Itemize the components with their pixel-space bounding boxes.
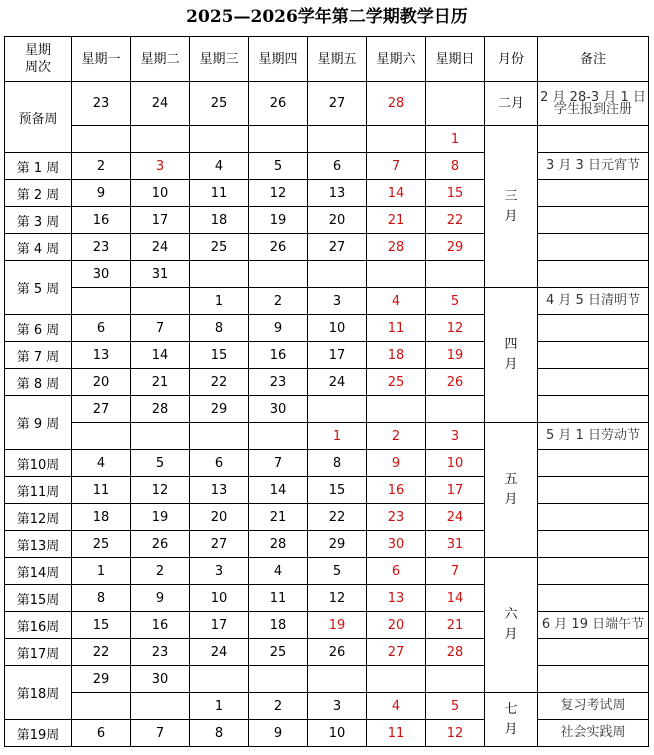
note-cell	[538, 207, 649, 234]
day-cell: 26	[249, 82, 308, 126]
day-cell: 1	[190, 693, 249, 720]
day-cell: 13	[308, 180, 367, 207]
day-cell	[131, 126, 190, 153]
day-cell: 13	[72, 342, 131, 369]
day-cell: 16	[249, 342, 308, 369]
day-cell: 8	[190, 720, 249, 747]
day-cell: 19	[131, 504, 190, 531]
note-cell	[538, 126, 649, 153]
day-cell: 9	[249, 315, 308, 342]
day-cell: 10	[426, 450, 485, 477]
day-cell	[249, 423, 308, 450]
day-cell: 5	[131, 450, 190, 477]
day-cell: 18	[249, 612, 308, 639]
day-cell: 23	[249, 369, 308, 396]
day-cell: 25	[367, 369, 426, 396]
day-cell: 7	[131, 315, 190, 342]
day-cell: 23	[131, 639, 190, 666]
table-row	[5, 639, 649, 666]
day-cell: 1	[308, 423, 367, 450]
day-cell: 30	[72, 261, 131, 288]
day-cell: 1	[190, 288, 249, 315]
week-label: 第 1 周	[5, 153, 72, 180]
day-cell: 17	[308, 342, 367, 369]
week-label: 第14周	[5, 558, 72, 585]
day-cell: 28	[131, 396, 190, 423]
day-cell: 4	[72, 450, 131, 477]
day-cell: 9	[367, 450, 426, 477]
day-cell: 15	[308, 477, 367, 504]
day-cell: 22	[308, 504, 367, 531]
note-cell: 社会实践周	[538, 720, 649, 747]
week-label: 第 7 周	[5, 342, 72, 369]
day-cell: 2	[131, 558, 190, 585]
day-cell	[249, 666, 308, 693]
day-cell: 25	[190, 82, 249, 126]
day-cell: 16	[131, 612, 190, 639]
day-cell: 26	[426, 369, 485, 396]
day-cell: 24	[131, 234, 190, 261]
week-label: 第 4 周	[5, 234, 72, 261]
day-cell: 22	[190, 369, 249, 396]
day-cell: 2	[367, 423, 426, 450]
day-cell: 5	[426, 693, 485, 720]
note-cell: 复习考试周	[538, 693, 649, 720]
day-cell: 24	[190, 639, 249, 666]
week-label: 第10周	[5, 450, 72, 477]
table-row	[5, 315, 649, 342]
day-cell: 21	[249, 504, 308, 531]
day-header: 星期六	[367, 37, 426, 82]
day-cell: 8	[190, 315, 249, 342]
day-cell: 6	[72, 315, 131, 342]
table-row	[5, 82, 649, 126]
day-cell	[426, 82, 485, 126]
day-cell: 2	[249, 693, 308, 720]
day-cell: 31	[426, 531, 485, 558]
day-cell: 25	[72, 531, 131, 558]
day-cell: 8	[308, 450, 367, 477]
note-cell: 6 月 19 日端午节	[538, 612, 649, 639]
day-cell: 15	[426, 180, 485, 207]
day-cell: 26	[249, 234, 308, 261]
note-cell	[538, 396, 649, 423]
day-cell: 2	[72, 153, 131, 180]
note-cell: 3 月 3 日元宵节	[538, 153, 649, 180]
day-cell	[426, 396, 485, 423]
day-cell: 17	[131, 207, 190, 234]
day-cell: 14	[426, 585, 485, 612]
table-row	[5, 207, 649, 234]
day-cell: 10	[131, 180, 190, 207]
week-label: 第12周	[5, 504, 72, 531]
day-cell: 20	[308, 207, 367, 234]
day-cell: 10	[308, 720, 367, 747]
note-cell	[538, 180, 649, 207]
day-cell: 19	[249, 207, 308, 234]
day-cell: 27	[308, 234, 367, 261]
week-label: 第15周	[5, 585, 72, 612]
week-label: 第 8 周	[5, 369, 72, 396]
note-cell	[538, 585, 649, 612]
day-cell: 18	[367, 342, 426, 369]
day-cell: 7	[131, 720, 190, 747]
day-cell: 16	[367, 477, 426, 504]
note-cell: 2 月 28-3 月 1 日 学生报到注册	[538, 82, 649, 126]
day-cell: 23	[72, 82, 131, 126]
day-cell: 6	[190, 450, 249, 477]
day-header: 星期四	[249, 37, 308, 82]
week-label: 第17周	[5, 639, 72, 666]
day-cell: 15	[72, 612, 131, 639]
day-cell: 8	[72, 585, 131, 612]
day-cell	[249, 261, 308, 288]
day-cell: 3	[190, 558, 249, 585]
day-cell	[190, 261, 249, 288]
day-cell: 9	[131, 585, 190, 612]
day-cell: 9	[249, 720, 308, 747]
table-row	[5, 612, 649, 639]
note-cell	[538, 558, 649, 585]
day-cell	[72, 288, 131, 315]
day-cell: 30	[249, 396, 308, 423]
week-col-header: 星期 周次	[5, 37, 72, 82]
month-label: 二月	[485, 82, 538, 126]
day-header: 星期二	[131, 37, 190, 82]
day-cell	[367, 126, 426, 153]
header-row	[5, 37, 649, 82]
day-cell: 11	[72, 477, 131, 504]
day-cell: 28	[367, 82, 426, 126]
day-cell: 14	[367, 180, 426, 207]
note-cell: 5 月 1 日劳动节	[538, 423, 649, 450]
day-header: 星期日	[426, 37, 485, 82]
day-cell: 3	[131, 153, 190, 180]
table-row	[5, 369, 649, 396]
day-cell: 16	[72, 207, 131, 234]
note-cell	[538, 450, 649, 477]
day-cell	[72, 693, 131, 720]
day-cell: 10	[308, 315, 367, 342]
day-cell	[190, 126, 249, 153]
day-cell: 12	[426, 315, 485, 342]
day-cell: 19	[426, 342, 485, 369]
day-cell	[367, 666, 426, 693]
table-row	[5, 693, 649, 720]
day-cell: 26	[308, 639, 367, 666]
calendar-table	[4, 36, 649, 747]
table-row	[5, 261, 649, 288]
month-header: 月份	[485, 37, 538, 82]
day-cell	[367, 261, 426, 288]
day-cell: 12	[426, 720, 485, 747]
day-cell: 7	[249, 450, 308, 477]
day-cell	[131, 693, 190, 720]
note-cell	[538, 342, 649, 369]
day-cell: 27	[308, 82, 367, 126]
table-row	[5, 504, 649, 531]
day-cell: 5	[249, 153, 308, 180]
note-cell	[538, 639, 649, 666]
day-cell: 17	[190, 612, 249, 639]
day-cell: 21	[367, 207, 426, 234]
day-cell	[131, 423, 190, 450]
week-label: 第 9 周	[5, 396, 72, 450]
day-cell: 28	[367, 234, 426, 261]
day-cell: 4	[367, 288, 426, 315]
day-cell: 29	[308, 531, 367, 558]
day-cell: 13	[367, 585, 426, 612]
day-cell: 26	[131, 531, 190, 558]
day-cell: 6	[72, 720, 131, 747]
day-cell: 24	[308, 369, 367, 396]
day-cell	[308, 666, 367, 693]
week-label: 第16周	[5, 612, 72, 639]
day-cell: 18	[190, 207, 249, 234]
day-cell: 11	[190, 180, 249, 207]
table-row	[5, 423, 649, 450]
day-cell: 22	[426, 207, 485, 234]
table-row	[5, 666, 649, 693]
day-cell: 11	[249, 585, 308, 612]
day-header: 星期五	[308, 37, 367, 82]
day-cell: 12	[308, 585, 367, 612]
day-cell: 23	[367, 504, 426, 531]
week-label: 第 5 周	[5, 261, 72, 315]
day-cell: 3	[308, 288, 367, 315]
day-cell: 19	[308, 612, 367, 639]
day-cell: 29	[72, 666, 131, 693]
note-cell	[538, 261, 649, 288]
day-cell	[131, 288, 190, 315]
day-cell	[249, 126, 308, 153]
table-row	[5, 396, 649, 423]
day-cell: 1	[426, 126, 485, 153]
day-cell: 3	[426, 423, 485, 450]
day-cell: 11	[367, 315, 426, 342]
day-cell	[308, 261, 367, 288]
day-cell: 21	[426, 612, 485, 639]
page-title: 2025—2026学年第二学期教学日历	[186, 7, 468, 27]
day-cell: 5	[426, 288, 485, 315]
note-cell: 4 月 5 日清明节	[538, 288, 649, 315]
note-cell	[538, 531, 649, 558]
week-label: 第19周	[5, 720, 72, 747]
week-label: 第 6 周	[5, 315, 72, 342]
day-cell: 12	[249, 180, 308, 207]
day-cell: 20	[367, 612, 426, 639]
month-label: 四 月	[485, 288, 538, 423]
day-cell: 24	[131, 82, 190, 126]
day-cell: 28	[426, 639, 485, 666]
week-label: 第 3 周	[5, 207, 72, 234]
table-row	[5, 531, 649, 558]
day-cell: 27	[367, 639, 426, 666]
month-label: 六 月	[485, 558, 538, 693]
day-cell: 20	[72, 369, 131, 396]
day-cell: 7	[426, 558, 485, 585]
day-cell	[426, 666, 485, 693]
table-row	[5, 342, 649, 369]
day-cell: 12	[131, 477, 190, 504]
day-cell: 29	[426, 234, 485, 261]
day-cell	[426, 261, 485, 288]
day-cell: 14	[249, 477, 308, 504]
table-row	[5, 234, 649, 261]
day-cell: 20	[190, 504, 249, 531]
day-cell: 2	[249, 288, 308, 315]
day-cell: 22	[72, 639, 131, 666]
day-cell	[72, 423, 131, 450]
day-cell: 27	[72, 396, 131, 423]
note-header: 备注	[538, 37, 649, 82]
day-cell: 6	[367, 558, 426, 585]
day-cell: 3	[308, 693, 367, 720]
day-header: 星期一	[72, 37, 131, 82]
table-row	[5, 720, 649, 747]
day-cell: 4	[190, 153, 249, 180]
table-row	[5, 585, 649, 612]
day-cell: 6	[308, 153, 367, 180]
day-cell: 21	[131, 369, 190, 396]
day-cell: 5	[308, 558, 367, 585]
table-row	[5, 180, 649, 207]
day-cell: 10	[190, 585, 249, 612]
day-cell: 25	[249, 639, 308, 666]
note-cell	[538, 477, 649, 504]
day-cell: 8	[426, 153, 485, 180]
day-cell: 23	[72, 234, 131, 261]
note-cell	[538, 234, 649, 261]
day-cell: 18	[72, 504, 131, 531]
day-cell: 24	[426, 504, 485, 531]
day-cell: 1	[72, 558, 131, 585]
note-cell	[538, 666, 649, 693]
day-header: 星期三	[190, 37, 249, 82]
day-cell: 7	[367, 153, 426, 180]
day-cell: 25	[190, 234, 249, 261]
day-cell: 17	[426, 477, 485, 504]
week-label: 第13周	[5, 531, 72, 558]
day-cell: 31	[131, 261, 190, 288]
day-cell: 13	[190, 477, 249, 504]
month-label: 三 月	[485, 126, 538, 288]
day-cell	[308, 396, 367, 423]
note-cell	[538, 315, 649, 342]
table-row	[5, 126, 649, 153]
table-row	[5, 153, 649, 180]
day-cell: 30	[367, 531, 426, 558]
week-label: 第11周	[5, 477, 72, 504]
day-cell: 11	[367, 720, 426, 747]
day-cell: 15	[190, 342, 249, 369]
day-cell: 28	[249, 531, 308, 558]
table-row	[5, 288, 649, 315]
day-cell: 14	[131, 342, 190, 369]
week-label: 预备周	[5, 82, 72, 153]
day-cell: 29	[190, 396, 249, 423]
note-cell	[538, 504, 649, 531]
month-label: 七 月	[485, 693, 538, 747]
month-label: 五 月	[485, 423, 538, 558]
day-cell	[190, 423, 249, 450]
day-cell: 27	[190, 531, 249, 558]
day-cell	[190, 666, 249, 693]
day-cell	[367, 396, 426, 423]
note-cell	[538, 369, 649, 396]
day-cell: 9	[72, 180, 131, 207]
week-label: 第 2 周	[5, 180, 72, 207]
week-label: 第18周	[5, 666, 72, 720]
table-row	[5, 477, 649, 504]
table-row	[5, 450, 649, 477]
day-cell: 30	[131, 666, 190, 693]
day-cell: 4	[249, 558, 308, 585]
day-cell	[72, 126, 131, 153]
day-cell: 4	[367, 693, 426, 720]
day-cell	[308, 126, 367, 153]
table-row	[5, 558, 649, 585]
